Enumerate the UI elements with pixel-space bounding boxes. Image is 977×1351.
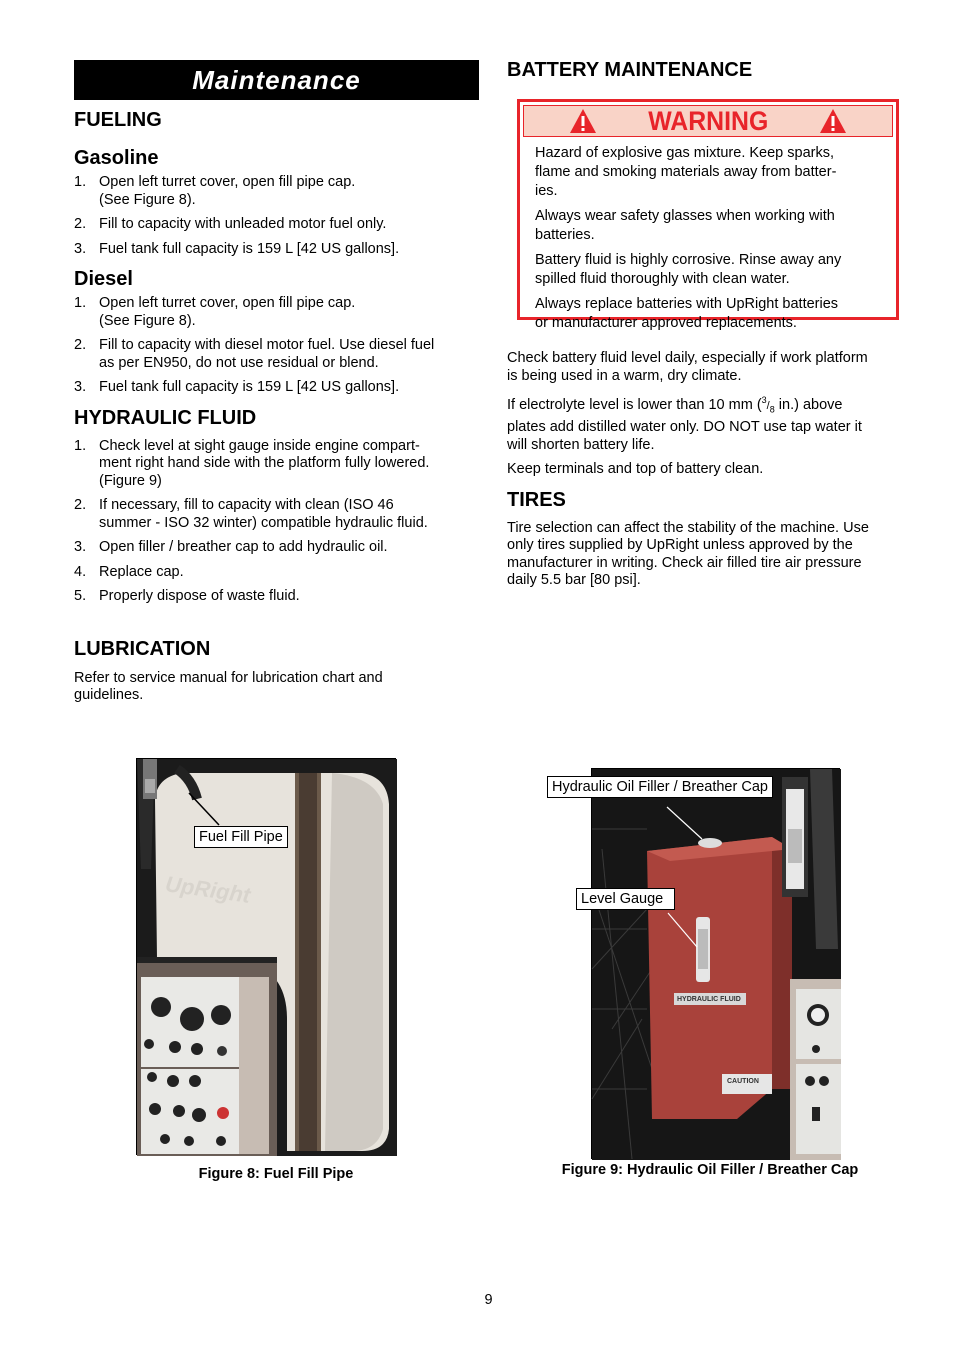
warning-triangle-icon xyxy=(819,108,847,134)
list-item: 2. Fill to capacity with unleaded motor fuel only. xyxy=(74,216,387,232)
warning-paragraph: Always wear safety glasses when working with batteries. xyxy=(535,208,835,243)
list-item: 2. If necessary, fill to capacity with clean (ISO 46 summer - ISO 32 winter) compatible hydraulic fluid. xyxy=(74,497,428,531)
fuel-tank-illustration xyxy=(137,759,397,1156)
battery-paragraph: If electrolyte level is lower than 10 mm ($^3/_8$ in.) above plates add distilled water only. DO NOT use tap water it will shorten battery life. xyxy=(507,395,862,453)
lubrication-heading: LUBRICATION xyxy=(74,637,211,660)
section-banner: Maintenance xyxy=(74,60,479,100)
hydraulic-fluid-label: HYDRAULIC FLUID xyxy=(677,996,741,1003)
warning-paragraph: Battery fluid is highly corrosive. Rinse away any spilled fluid thoroughly with clean water. xyxy=(535,252,842,287)
battery-paragraph: Check battery fluid level daily, especially if work platform is being used in a warm, dry climate. xyxy=(507,350,868,384)
list-item: 3. Fuel tank full capacity is 159 L [42 US gallons]. xyxy=(74,240,400,257)
battery-text xyxy=(507,350,917,590)
battery-maintenance-heading: BATTERY MAINTENANCE xyxy=(507,59,753,81)
warning-triangle-icon xyxy=(569,108,597,134)
warning-title: WARNING xyxy=(647,105,769,136)
list-item: 3. Open filler / breather cap to add hydraulic oil. xyxy=(74,539,388,555)
list-item: 1. Open left turret cover, open fill pipe cap. (See Figure 8). xyxy=(74,174,356,208)
figure-8-caption: Figure 8: Fuel Fill Pipe xyxy=(198,1166,354,1182)
hydraulic-fluid-heading: HYDRAULIC FLUID xyxy=(74,406,257,429)
caution-label: CAUTION xyxy=(727,1078,759,1085)
upright-brand-text: UpRight xyxy=(163,871,252,908)
hydraulic-tank-illustration xyxy=(592,769,841,1160)
warning-paragraph: Hazard of explosive gas mixture. Keep sparks, flame and smoking materials away from batter- ies. xyxy=(535,145,837,199)
right-column xyxy=(507,58,910,82)
fuel-fill-pipe-callout: Fuel Fill Pipe xyxy=(194,826,288,848)
list-item: 4. Replace cap. xyxy=(74,563,184,580)
tires-text: Tire selection can affect the stability of the machine. Use only tires supplied by UpRight unless approved by the manufacturer in writing. Check air filled tire air pressure daily 5.5 bar [80 psi]. xyxy=(507,519,869,589)
level-gauge-callout: Level Gauge xyxy=(576,888,675,910)
page-number: 9 xyxy=(484,1292,493,1308)
lubrication-text: Refer to service manual for lubrication chart and guidelines. xyxy=(74,669,383,703)
breather-cap-callout: Hydraulic Oil Filler / Breather Cap xyxy=(547,776,773,798)
tires-heading: TIRES xyxy=(507,488,566,511)
warning-body xyxy=(535,144,875,339)
fueling-heading: FUELING xyxy=(74,109,162,131)
figure-9-caption: Figure 9: Hydraulic Oil Filler / Breather Cap xyxy=(561,1162,859,1178)
list-item: 3. Fuel tank full capacity is 159 L [42 US gallons]. xyxy=(74,379,400,395)
list-item: 2. Fill to capacity with diesel motor fuel. Use diesel fuel as per EN950, do not use residual or blend. xyxy=(74,337,435,371)
diesel-list xyxy=(74,295,479,397)
gasoline-list xyxy=(74,174,479,258)
left-column xyxy=(74,60,479,705)
figure-9-photo xyxy=(591,768,840,1159)
warning-header xyxy=(523,105,893,137)
warning-box xyxy=(517,99,899,331)
battery-paragraph: Keep terminals and top of battery clean. xyxy=(507,461,764,478)
hydraulic-list xyxy=(74,438,479,606)
diesel-heading: Diesel xyxy=(74,268,133,290)
gasoline-heading: Gasoline xyxy=(74,147,159,169)
list-item: 1. Open left turret cover, open fill pipe cap. (See Figure 8). xyxy=(74,295,356,329)
list-item: 1. Check level at sight gauge inside engine compart- ment right hand side with the platform fully lowered. (Figure 9) xyxy=(74,437,430,489)
list-item: 5. Properly dispose of waste fluid. xyxy=(74,588,300,604)
warning-paragraph: Always replace batteries with UpRight batteries or manufacturer approved replacements. xyxy=(535,296,839,331)
figure-8-photo xyxy=(136,758,396,1155)
